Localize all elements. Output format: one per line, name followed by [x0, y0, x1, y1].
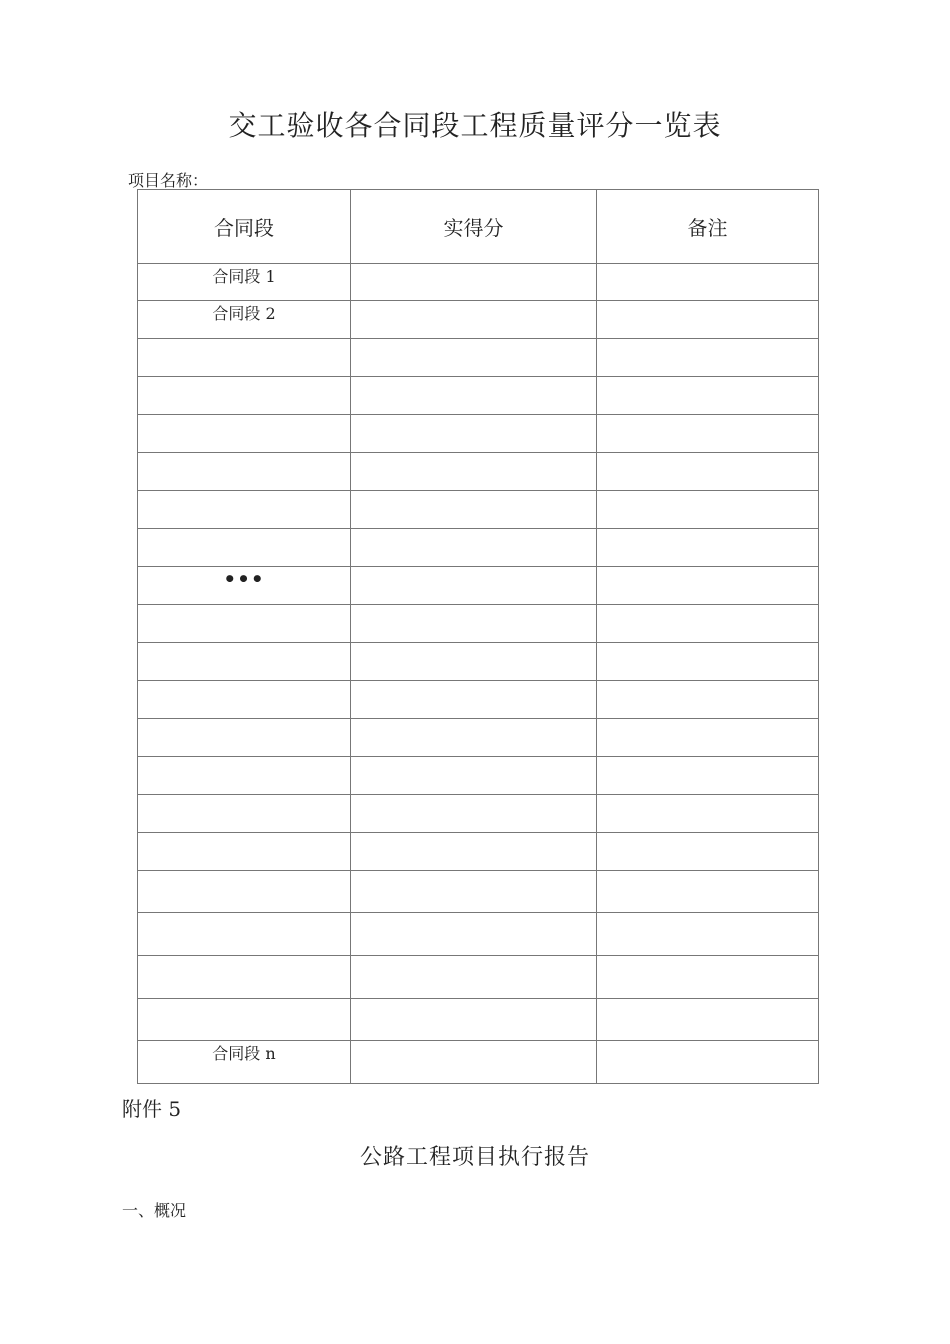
table-row: [138, 529, 819, 567]
cell-note: [597, 999, 819, 1041]
header-contract-section: 合同段: [138, 190, 351, 264]
table-row: [138, 719, 819, 757]
cell-note: [597, 757, 819, 795]
cell-section-text: [138, 529, 350, 531]
cell-score: [351, 339, 597, 377]
report-title: 公路工程项目执行报告: [359, 1145, 590, 1170]
cell-note: [597, 1041, 819, 1084]
cell-note-text: [597, 999, 818, 1001]
cell-score: [351, 491, 597, 529]
cell-section: [138, 339, 351, 377]
header-score: 实得分: [351, 190, 597, 264]
cell-section: [138, 301, 351, 339]
cell-note: [597, 377, 819, 415]
cell-score-text: [351, 453, 596, 455]
cell-score-text: [351, 757, 596, 759]
cell-note-text: [597, 605, 818, 607]
cell-section-text: [138, 491, 350, 493]
cell-section: [138, 453, 351, 491]
cell-section: [138, 913, 351, 956]
cell-score: [351, 795, 597, 833]
cell-section-text: [138, 339, 350, 341]
cell-note-text: [597, 643, 818, 645]
cell-note: [597, 491, 819, 529]
table-header-row: [138, 190, 819, 264]
cell-note-text: [597, 377, 818, 379]
table-row: [138, 567, 819, 605]
table-row: [138, 871, 819, 913]
cell-score-text: [351, 567, 596, 569]
header-note: 备注: [597, 190, 819, 264]
table-row: [138, 605, 819, 643]
cell-score: [351, 453, 597, 491]
cell-score-text: [351, 301, 596, 303]
cell-note-text: [597, 567, 818, 569]
cell-note-text: [597, 301, 818, 303]
table-row: [138, 913, 819, 956]
cell-score-text: [351, 264, 596, 266]
cell-score: [351, 681, 597, 719]
project-name-label: 项目名称：: [128, 171, 209, 190]
quality-score-table: [137, 189, 819, 1084]
table-row: [138, 757, 819, 795]
table-row: [138, 453, 819, 491]
cell-section: [138, 956, 351, 999]
cell-score: [351, 264, 597, 301]
cell-score: [351, 377, 597, 415]
cell-note: [597, 643, 819, 681]
cell-score-text: [351, 415, 596, 417]
cell-note: [597, 681, 819, 719]
cell-section-text: •••: [223, 567, 265, 591]
attachment-label: 附件 5: [122, 1097, 182, 1121]
cell-section: [138, 719, 351, 757]
cell-score: [351, 871, 597, 913]
cell-note: [597, 871, 819, 913]
cell-score-text: [351, 999, 596, 1001]
table-row: [138, 795, 819, 833]
cell-score: [351, 415, 597, 453]
cell-section: [138, 264, 351, 301]
cell-section: [138, 491, 351, 529]
cell-note: [597, 453, 819, 491]
cell-note-text: [597, 264, 818, 266]
cell-score: [351, 719, 597, 757]
cell-note-text: [597, 913, 818, 915]
table-row: [138, 999, 819, 1041]
table-row: [138, 491, 819, 529]
cell-section: [138, 1041, 351, 1084]
cell-score: [351, 757, 597, 795]
cell-note: [597, 529, 819, 567]
cell-score-text: [351, 913, 596, 915]
cell-section-text: [138, 643, 350, 645]
cell-note-text: [597, 491, 818, 493]
cell-section: [138, 529, 351, 567]
cell-score: [351, 913, 597, 956]
cell-section-text: 合同段 n: [212, 1044, 276, 1063]
table-row: [138, 415, 819, 453]
cell-score: [351, 301, 597, 339]
cell-section-text: [138, 453, 350, 455]
cell-section-text: 合同段 1: [212, 267, 276, 286]
cell-note-text: [597, 871, 818, 873]
cell-section-text: [138, 833, 350, 835]
cell-section: [138, 567, 351, 605]
cell-note: [597, 264, 819, 301]
cell-section: [138, 999, 351, 1041]
cell-note: [597, 339, 819, 377]
cell-score-text: [351, 529, 596, 531]
cell-note-text: [597, 339, 818, 341]
table-row: [138, 681, 819, 719]
cell-note-text: [597, 529, 818, 531]
cell-score: [351, 605, 597, 643]
table-row: [138, 264, 819, 301]
cell-note-text: [597, 1041, 818, 1043]
cell-section: [138, 795, 351, 833]
cell-note: [597, 719, 819, 757]
cell-section-text: [138, 681, 350, 683]
cell-section-text: [138, 377, 350, 379]
cell-score-text: [351, 491, 596, 493]
table-row: [138, 956, 819, 999]
cell-note-text: [597, 956, 818, 958]
cell-score: [351, 833, 597, 871]
cell-note-text: [597, 681, 818, 683]
cell-score: [351, 1041, 597, 1084]
cell-section: [138, 643, 351, 681]
cell-score-text: [351, 719, 596, 721]
cell-note-text: [597, 795, 818, 797]
cell-section-text: [138, 719, 350, 721]
cell-note-text: [597, 719, 818, 721]
cell-score: [351, 529, 597, 567]
cell-score-text: [351, 605, 596, 607]
cell-score: [351, 956, 597, 999]
cell-section-text: [138, 605, 350, 607]
cell-note: [597, 605, 819, 643]
cell-section-text: [138, 415, 350, 417]
cell-section: [138, 605, 351, 643]
cell-note: [597, 795, 819, 833]
cell-score: [351, 643, 597, 681]
table-row: [138, 643, 819, 681]
cell-section-text: 合同段 2: [212, 304, 276, 323]
cell-section: [138, 871, 351, 913]
cell-score-text: [351, 681, 596, 683]
table-row: [138, 833, 819, 871]
cell-note: [597, 415, 819, 453]
section-heading: 一、概况: [122, 1201, 187, 1220]
cell-note: [597, 567, 819, 605]
cell-score-text: [351, 643, 596, 645]
cell-section-text: [138, 871, 350, 873]
cell-score: [351, 567, 597, 605]
cell-section: [138, 377, 351, 415]
cell-section-text: [138, 757, 350, 759]
cell-score-text: [351, 833, 596, 835]
cell-section-text: [138, 795, 350, 797]
table-row: [138, 339, 819, 377]
cell-score-text: [351, 871, 596, 873]
cell-score: [351, 999, 597, 1041]
document-title: 交工验收各合同段工程质量评分一览表: [228, 109, 722, 142]
cell-section: [138, 757, 351, 795]
cell-note: [597, 833, 819, 871]
cell-note: [597, 301, 819, 339]
cell-note-text: [597, 453, 818, 455]
cell-score-text: [351, 795, 596, 797]
cell-score-text: [351, 377, 596, 379]
cell-section: [138, 833, 351, 871]
table-row: [138, 377, 819, 415]
table-row: [138, 1041, 819, 1084]
cell-note: [597, 913, 819, 956]
cell-section-text: [138, 999, 350, 1001]
cell-note-text: [597, 833, 818, 835]
cell-score-text: [351, 1041, 596, 1043]
cell-score-text: [351, 339, 596, 341]
cell-score-text: [351, 956, 596, 958]
cell-section-text: [138, 956, 350, 958]
cell-section: [138, 681, 351, 719]
cell-note-text: [597, 757, 818, 759]
cell-section: [138, 415, 351, 453]
cell-note: [597, 956, 819, 999]
table-row: [138, 301, 819, 339]
cell-section-text: [138, 913, 350, 915]
cell-note-text: [597, 415, 818, 417]
